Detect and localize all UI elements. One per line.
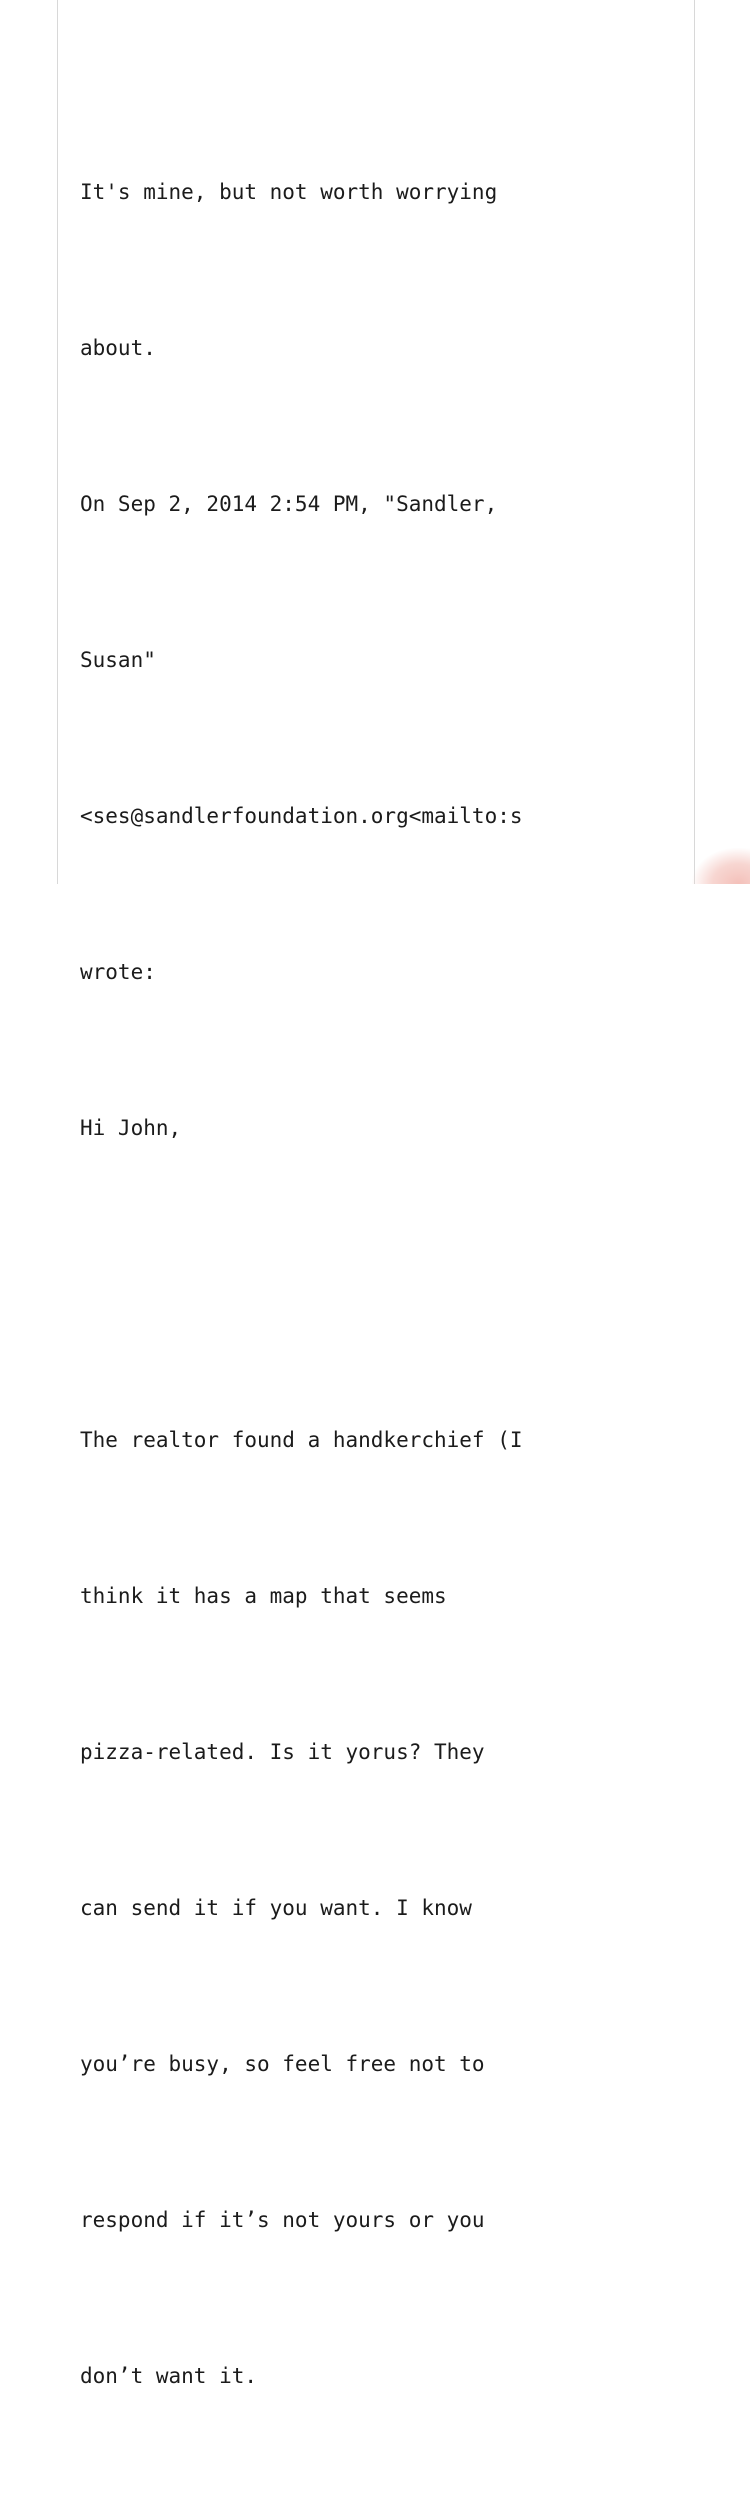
body-line: about. bbox=[80, 336, 156, 360]
body-line: think it has a map that seems bbox=[80, 1584, 447, 1608]
body-line: On Sep 2, 2014 2:54 PM, "Sandler, bbox=[80, 492, 498, 516]
body-line: can send it if you want. I know bbox=[80, 1896, 472, 1920]
email-body-text bbox=[80, 62, 685, 2506]
page-corner-smudge bbox=[692, 848, 750, 884]
body-line: pizza-related. Is it yorus? They bbox=[80, 1740, 485, 1764]
body-line: don’t want it. bbox=[80, 2364, 258, 2388]
body-line: you’re busy, so feel free not to bbox=[80, 2052, 485, 2076]
body-line: respond if it’s not yours or you bbox=[80, 2208, 485, 2232]
body-line: Hi John, bbox=[80, 1116, 182, 1140]
body-line: <ses@sandlerfoundation.org<mailto:s bbox=[80, 804, 523, 828]
page-left-margin bbox=[0, 0, 57, 884]
body-line: wrote: bbox=[80, 960, 156, 984]
body-line: Susan" bbox=[80, 648, 156, 672]
body-line: It's mine, but not worth worrying bbox=[80, 180, 498, 204]
message-column-left-rule bbox=[57, 0, 58, 884]
body-line: The realtor found a handkerchief (I bbox=[80, 1428, 523, 1452]
body-blank-line bbox=[80, 1258, 685, 1310]
message-column-right-rule bbox=[694, 0, 695, 884]
